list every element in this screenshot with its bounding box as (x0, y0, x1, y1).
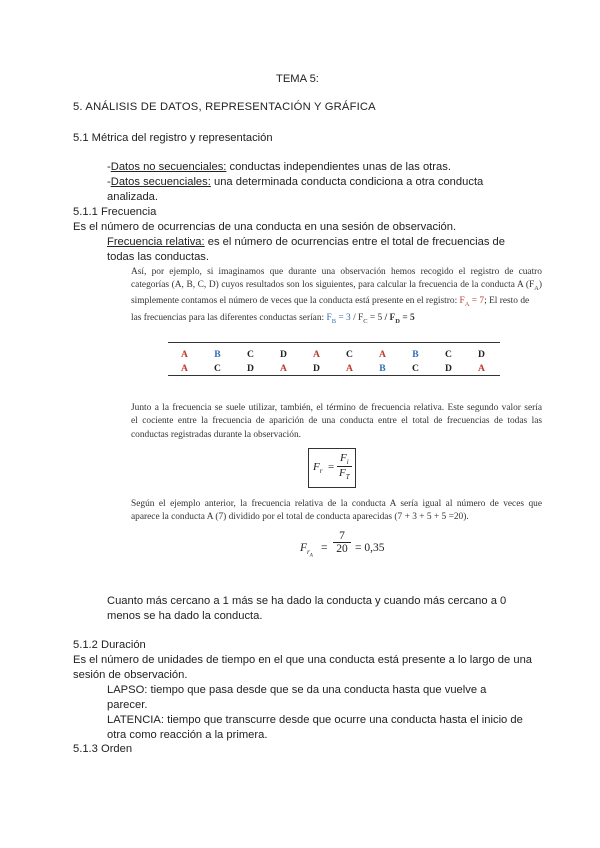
duration-definition-2: sesión de observación. (73, 669, 188, 681)
lapso-line-1: LAPSO: tiempo que pasa desde que se da una conducta hasta que vuelve a (107, 684, 487, 696)
section-5-heading: 5. ANÁLISIS DE DATOS, REPRESENTACIÓN Y GRÁFICA (73, 101, 376, 113)
sequence-cell: A (478, 362, 485, 374)
formula-fraction: $\frac{F_i}{F_T}$ (339, 452, 350, 482)
sequence-cell: A (280, 362, 287, 374)
relative-frequency-formula-box (308, 448, 356, 488)
section-5-1-heading: 5.1 Métrica del registro y representación (73, 132, 273, 144)
sequence-cell: D (280, 348, 287, 360)
section-5-1-1-heading: 5.1.1 Frecuencia (73, 206, 157, 218)
bullet-dash: - (107, 161, 111, 173)
example-line-4: las frecuencias para las diferentes conductas serían: $F_B = 3 / F_C = 5 / F_D = 5$ (131, 312, 415, 325)
closing-line-2: menos se ha dado la conducta. (107, 610, 263, 622)
sequence-cell: C (412, 362, 419, 374)
formula2-equals: = (321, 542, 328, 554)
example-line-2: categorías (A, B, C, D) cuyos resultados son los siguientes, para calcular la frecuencia de la conducta A $(F_A)$ (131, 280, 542, 293)
sequence-table (168, 342, 500, 376)
sequence-cell: D (313, 362, 320, 374)
relative-line-1: Junto a la frecuencia se suele utilizar, también, el término de frecuencia relativa. Este segundo valor sería (131, 403, 542, 413)
page-title: TEMA 5: (276, 73, 319, 85)
formula-lhs: $F_r$ (313, 461, 323, 476)
frequency-b-value: $F_B = 3$ (326, 312, 351, 325)
sequence-cell: C (346, 348, 353, 360)
bullet-sequential (107, 175, 483, 190)
relative-frequency-paragraph (131, 402, 542, 442)
sequence-cell: C (445, 348, 452, 360)
frequency-a-value: $F_A = 7$ (459, 296, 485, 309)
section-5-1-3-heading: 5.1.3 Orden (73, 743, 133, 755)
sequential-term: Datos secuenciales: (110, 176, 211, 188)
example-2-line-2: aparece la conducta A (7) dividido por el total de conducta aparecidas (7 + 3 + 5 + 5 =20). (131, 512, 469, 523)
formula2-fraction: $\frac{7}{20}$ (333, 530, 351, 555)
sequence-cell: A (181, 348, 188, 360)
sequence-cell: A (379, 348, 386, 360)
relative-frequency-term: Frecuencia relativa: (107, 236, 205, 248)
formula2-result: = 0,35 (355, 542, 385, 554)
sequence-row-1 (168, 343, 498, 361)
closing-line-1: Cuanto más cercano a 1 más se ha dado la conducta y cuando más cercano a 0 (107, 595, 507, 607)
sequence-cell: C (247, 348, 254, 360)
relative-frequency-continued: todas las conductas. (107, 251, 209, 263)
sequence-cell: D (478, 348, 485, 360)
sequence-cell: A (181, 362, 188, 374)
sequential-text: una determinada conducta condiciona a otra conducta (210, 176, 484, 188)
example-paragraph (131, 266, 542, 328)
sequence-cell: B (214, 348, 221, 360)
sequence-cell: A (346, 362, 353, 374)
latencia-line-2: otra como reacción a la primera. (107, 729, 268, 741)
non-sequential-term: Datos no secuenciales: (110, 161, 227, 173)
example-2-paragraph (131, 498, 542, 525)
example-2-line-1: Según el ejemplo anterior, la frecuencia relativa de la conducta A sería igual al número de veces que (131, 499, 542, 509)
sequence-cell: B (379, 362, 386, 374)
example-line-1: Así, por ejemplo, si imaginamos que durante una observación hemos recogido el registro de cuatro (131, 267, 542, 277)
sequence-cell: C (214, 362, 221, 374)
sequence-cell: D (445, 362, 452, 374)
latencia-line-1: LATENCIA: tiempo que transcurre desde que ocurre una conducta hasta el inicio de (107, 714, 523, 726)
sequence-cell: A (313, 348, 320, 360)
relative-frequency-definition (107, 235, 505, 250)
frequency-definition: Es el número de ocurrencias de una conducta en una sesión de observación. (73, 221, 457, 233)
relative-line-2: el cociente entre la frecuencia de aparición de una conducta entre el total de frecuencias de todas las (131, 416, 542, 427)
formula2-lhs: $F_{r_A}$ (300, 542, 313, 559)
bullet-non-sequential (107, 160, 451, 175)
formula-equals: = (328, 461, 335, 473)
relative-frequency-text: es el número de ocurrencias entre el total de frecuencias de (204, 236, 505, 248)
sequential-text-continued: analizada. (107, 191, 159, 203)
section-5-1-2-heading: 5.1.2 Duración (73, 639, 146, 651)
relative-line-3: conductas registradas durante la observación. (131, 429, 301, 440)
lapso-line-2: parecer. (107, 699, 148, 711)
sequence-cell: B (412, 348, 419, 360)
example-line-3: simplemente contamos el número de veces que la conducta está presente en el registro: $F_A = 7$; El resto de (131, 296, 530, 309)
sequence-cell: D (247, 362, 254, 374)
non-sequential-text: conductas independientes unas de las otras. (226, 161, 451, 173)
sequence-row-2 (168, 361, 498, 375)
duration-definition-1: Es el número de unidades de tiempo en el que una conducta está presente a lo largo de una (73, 654, 533, 666)
bullet-dash: - (107, 176, 111, 188)
